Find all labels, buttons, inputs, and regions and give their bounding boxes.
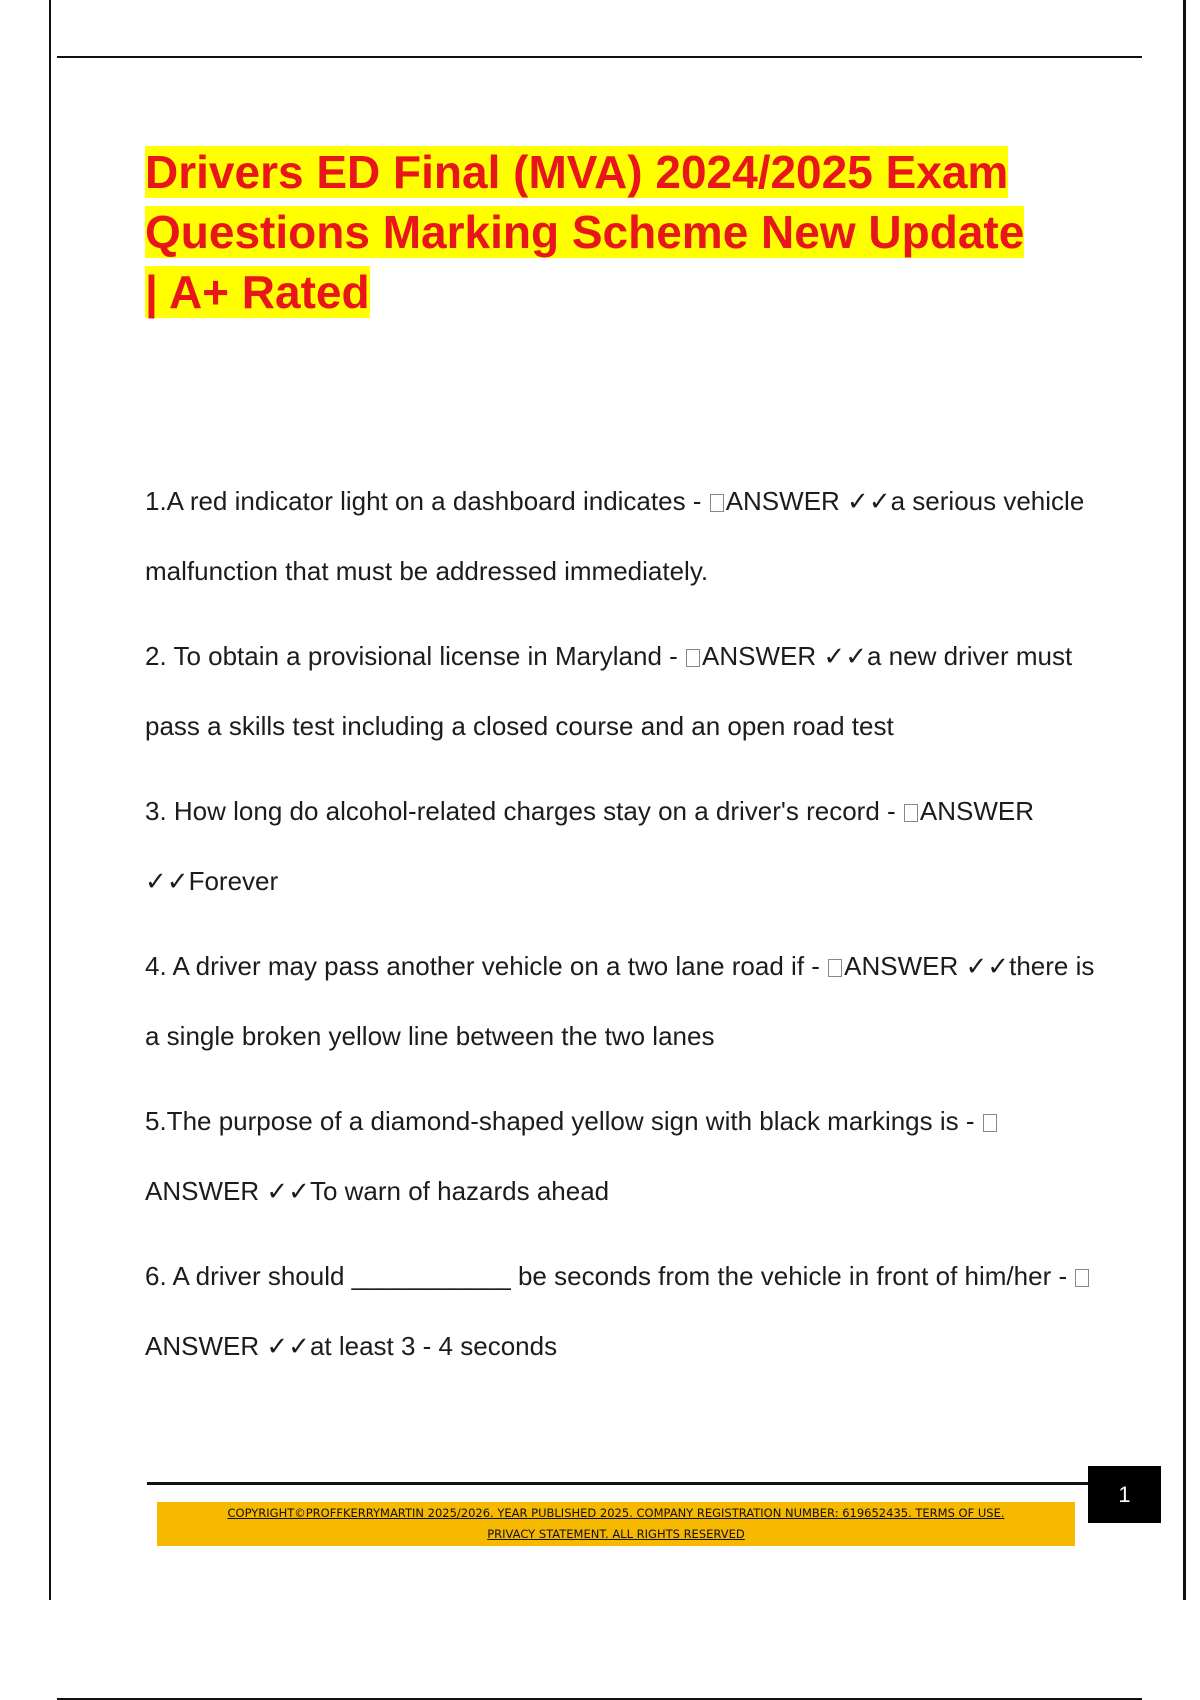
checkbox-glyph-icon xyxy=(828,959,842,977)
question-text: 5.The purpose of a diamond-shaped yellow sign with black markings is - xyxy=(145,1106,982,1136)
checkbox-glyph-icon xyxy=(983,1114,997,1132)
answer-label: ANSWER xyxy=(725,486,840,516)
question-item-1 xyxy=(145,466,1105,606)
answer-label: ANSWER xyxy=(919,796,1035,826)
answer-label: ANSWER xyxy=(844,951,959,981)
question-text: 3. How long do alcohol-related charges stay on a driver's record - xyxy=(145,796,903,826)
title-line-1: Drivers ED Final (MVA) 2024/2025 Exam xyxy=(145,146,1009,198)
question-item-2 xyxy=(145,621,1105,761)
copyright-notice xyxy=(157,1502,1075,1546)
double-check-icon: ✓✓ xyxy=(266,1331,310,1361)
double-check-icon: ✓✓ xyxy=(847,486,891,516)
checkbox-glyph-icon xyxy=(904,804,918,822)
question-text: 1.A red indicator light on a dashboard indicates - xyxy=(145,486,709,516)
question-text: 2. To obtain a provisional license in Maryland - xyxy=(145,641,686,671)
checkbox-glyph-icon xyxy=(1075,1269,1089,1287)
double-check-icon: ✓✓ xyxy=(266,1176,310,1206)
double-check-icon: ✓✓ xyxy=(965,951,1010,981)
document-title xyxy=(145,142,1105,322)
page-border-right xyxy=(1183,0,1186,1600)
answer-text: at least 3 - 4 seconds xyxy=(309,1331,558,1361)
copyright-line-2: PRIVACY STATEMENT. ALL RIGHTS RESERVED xyxy=(487,1527,745,1541)
answer-text: Forever xyxy=(188,866,279,896)
answer-text: a new driver must pass a skills test including a closed course and an open road test xyxy=(145,641,1073,741)
double-check-icon: ✓✓ xyxy=(823,641,867,671)
answer-text: To warn of hazards ahead xyxy=(309,1176,610,1206)
answer-text: there is a single broken yellow line between the two lanes xyxy=(145,951,1095,1051)
question-item-5 xyxy=(145,1086,1105,1226)
question-text: 4. A driver may pass another vehicle on a two lane road if - xyxy=(145,951,828,981)
copyright-line-1: COPYRIGHT©PROFFKERRYMARTIN 2025/2026. YEAR PUBLISHED 2025. COMPANY REGISTRATION NUMBER: 619652435. TERMS OF USE. xyxy=(227,1506,1005,1520)
answer-label: ANSWER xyxy=(145,1176,260,1206)
title-line-3: | A+ Rated xyxy=(145,266,370,318)
question-item-6 xyxy=(145,1241,1105,1381)
question-text: 6. A driver should ___________ be seconds from the vehicle in front of him/her - xyxy=(145,1261,1075,1291)
question-item-3 xyxy=(145,776,1105,916)
title-line-2: Questions Marking Scheme New Update xyxy=(145,206,1025,258)
header-rule xyxy=(57,56,1142,58)
page-border-left xyxy=(49,0,51,1600)
question-list xyxy=(145,466,1105,1396)
question-item-4 xyxy=(145,931,1105,1071)
double-check-icon: ✓✓ xyxy=(145,866,189,896)
answer-label: ANSWER xyxy=(145,1331,260,1361)
page-number: 1 xyxy=(1088,1466,1161,1523)
footer-rule xyxy=(147,1482,1090,1485)
checkbox-glyph-icon xyxy=(710,494,724,512)
answer-text: a serious vehicle malfunction that must be addressed immediately. xyxy=(145,486,1085,586)
answer-label: ANSWER xyxy=(702,641,817,671)
checkbox-glyph-icon xyxy=(686,649,700,667)
